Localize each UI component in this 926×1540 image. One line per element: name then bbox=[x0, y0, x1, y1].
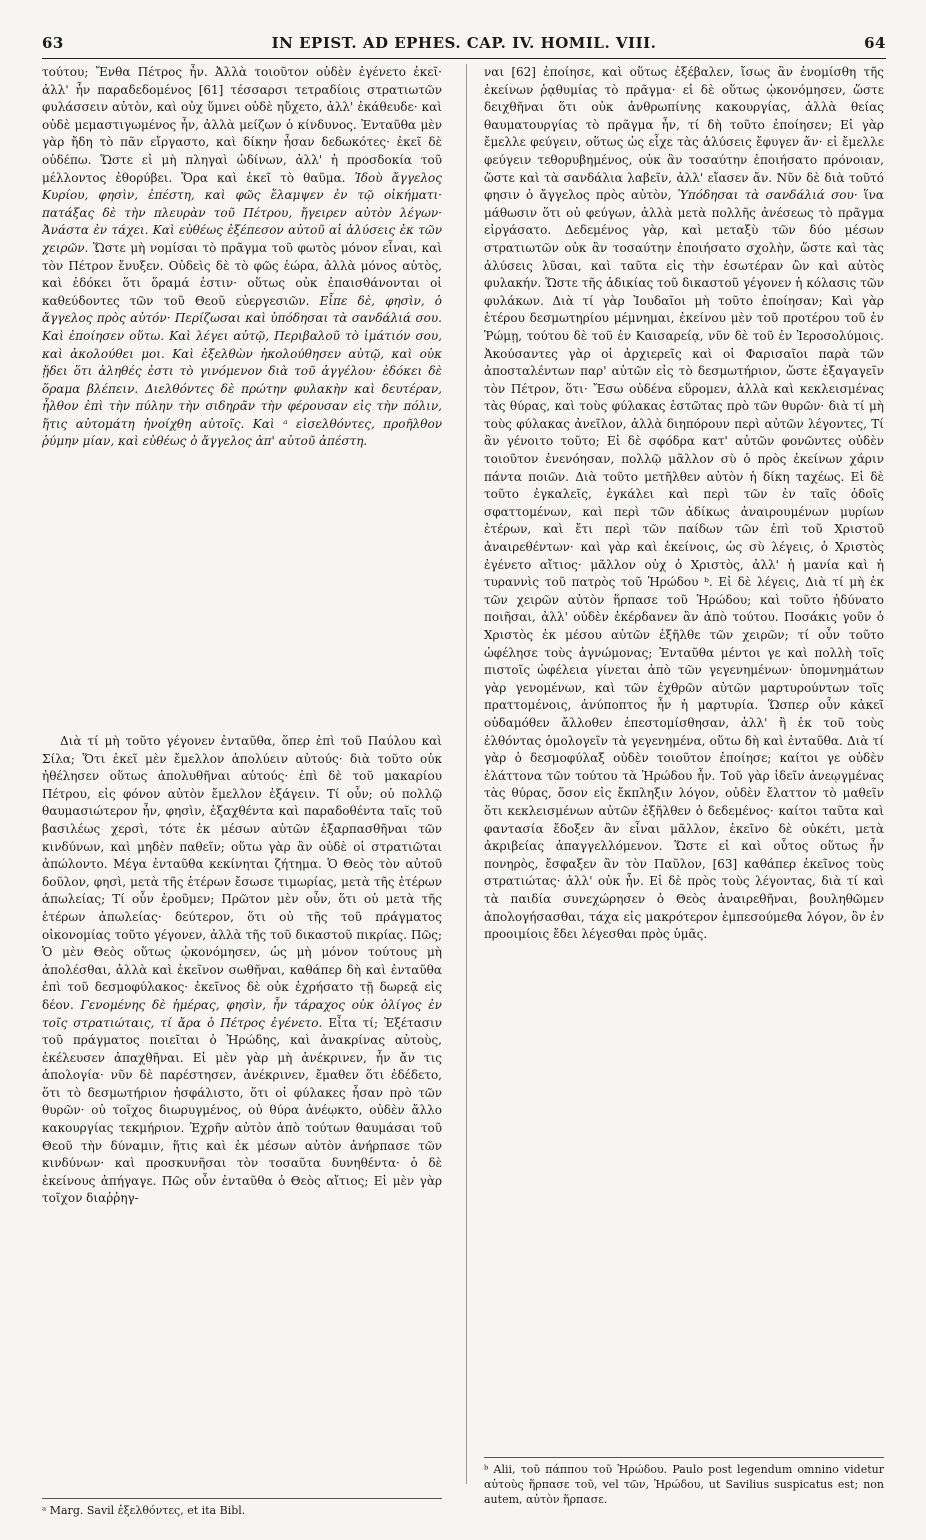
running-title: IN EPIST. AD EPHES. CAP. IV. HOMIL. VIII. bbox=[271, 34, 657, 52]
scripture-quote: Ἰδοὺ ἄγγελος Κυρίου, φησὶν, ἐπέστη, καὶ φῶς ἔλαμψεν ἐν τῷ οἰκήματι· πατάξας δὲ τὴν πλευρὰν τοῦ Πέτρου, ἤγειρεν αὐτὸν λέγων· Ἀνάστα ἐν τάχει. Καὶ εὐθέως ἐξέπεσον αὐτοῦ αἱ ἁλύσεις ἐκ τῶν χειρῶν. bbox=[42, 170, 442, 255]
footnote-b: ᵇ Alii, τοῦ πάππου τοῦ Ἡρώδου. Paulo post legendum omnino videtur αὐτοὺς ἥρπασε τοῦ, vel τῶν, Ἡρώδου, ut Savilius suspicatus est; non autem, αὐτὸν ἥρπασε. bbox=[484, 1457, 884, 1507]
column-divider bbox=[466, 64, 467, 1484]
scripture-quote: Εἶπε δὲ, φησὶν, ὁ ἄγγελος πρὸς αὐτόν· Περίζωσαι καὶ ὑπόδησαι τὰ σανδάλιά σου. Καὶ ἐποίησεν οὕτω. Καὶ λέγει αὐτῷ, Περιβαλοῦ τὸ ἱμάτιόν σου, καὶ ἀκολούθει μοι. Καὶ ἐξελθὼν ἠκολούθησεν αὐτῷ, καὶ οὐκ ᾔδει ὅτι ἀληθές ἐστι τὸ γινόμενον διὰ τοῦ ἀγγέλου· ἐδόκει δὲ ὅραμα βλέπειν. Διελθόντες δὲ πρώτην φυλακὴν καὶ δευτέραν, ἦλθον ἐπὶ τὴν πύλην τὴν σιδηρᾶν τὴν φέρουσαν εἰς τὴν πόλιν, ἥτις αὐτομάτη ἠνοίχθη αὐτοῖς. Καὶ ᵃ εἰσελθόντες, προῆλθον ῥύμην μίαν, καὶ εὐθέως ὁ ἄγγελος ἀπ' αὐτοῦ ἀπέστη. bbox=[42, 293, 442, 449]
left-column-top bbox=[42, 64, 442, 712]
scripture-quote: Ὑπόδησαι τὰ σανδάλιά σου· bbox=[677, 188, 858, 203]
running-header bbox=[42, 34, 886, 59]
left-column-bottom bbox=[42, 733, 442, 1465]
right-column bbox=[484, 64, 884, 1446]
paragraph: Διὰ τί μὴ τοῦτο γέγονεν ἐνταῦθα, ὅπερ ἐπὶ τοῦ Παύλου καὶ Σίλα; Ὅτι ἐκεῖ μὲν ἔμελλον ἀπολύειν αὐτούς· διὰ τοῦτο οὐκ ἠθέλησεν οὕτως ἀπολυθῆναι αὐτούς· ἐπὶ δὲ τοῦ μακαρίου Πέτρου, εἰς φόνον αὐτὸν ἔμελλον ἐξάγειν. Τί οὖν; οὐ πολλῷ θαυμασιώτερον ἦν, φησὶν, ἐξαχθέντα καὶ παραδοθέντα ταῖς τοῦ βασιλέως χερσὶ, τότε ἐκ μέσων αὐτῶν ἐξαρπασθῆναι τῶν κινδύνων, καὶ μηδὲν παθεῖν; οὕτω γὰρ ἂν οὐδὲ οἱ στρατιῶται ἀπώλοντο. Μέγα ἐνταῦθα κεκίνηται ζήτημα. Ὁ Θεὸς τὸν αὐτοῦ δοῦλον, φησὶ, μετὰ τῆς ἑτέρων ἔσωσε τιμωρίας, μετὰ τῆς ἑτέρων ἀπωλείας; Τί οὖν ἐροῦμεν; Πρῶτον μὲν οὖν, ὅτι οὐ μετὰ τῆς ἑτέρων ἀπωλείας· δεύτερον, ὅτι οὐ τῆς τοῦ πράγματος οἰκονομίας τοῦτο γέγονεν, ἀλλὰ τῆς τοῦ δικαστοῦ πικρίας. Πῶς; Ὁ μὲν Θεὸς οὕτως ᾠκονόμησεν, ὡς μὴ μόνον τούτους μὴ ἀπολέσθαι, ἀλλὰ καὶ ἐκεῖνον σωθῆναι, καθάπερ δὴ καὶ ἐνταῦθα ἐπὶ τοῦ δεσμοφύλακος· ἐκεῖνος δὲ οὐκ ἐχρήσατο τῇ δωρεᾷ εἰς δέον. bbox=[42, 734, 442, 1012]
scripture-quote: Γενομένης δὲ ἡμέρας, φησὶν, ἦν τάραχος οὐκ ὀλίγος ἐν τοῖς στρατιώταις, τί ἄρα ὁ Πέτρος ἐγένετο. bbox=[42, 997, 442, 1030]
paragraph: ἵνα μάθωσιν ὅτι οὐ φεύγων, ἀλλὰ μετὰ πολλῆς ἀνέσεως τὸ πρᾶγμα εἰργάσατο. Δεδεμένος γὰρ, καὶ μεταξὺ τῶν δύο μέσων στρατιωτῶν οὐκ ἂν τοσαύτην ἐποιήσατο σχολὴν, ὥστε καὶ τὰς ἁλύσεις λῦσαι, καὶ ταῦτα εἰς τὴν ἑσωτέραν ὢν καὶ αὐτὸς φυλακήν. Ὥστε τῆς ἀδικίας τοῦ δικαστοῦ γέγονεν ἡ κόλασις τῶν φυλάκων. Διὰ τί γὰρ Ἰουδαῖοι μὴ τοῦτο ἐποίησαν; Καὶ γὰρ ἑτέρου δεσμωτηρίου μέμνημαι, ἐκείνου μὲν τοῦ προτέρου τοῦ ἐν Ῥώμῃ, τούτου δὲ τοῦ ἐν Καισαρείᾳ, νῦν δὲ τοῦ ἐν Ἱεροσολύμοις. Ἀκούσαντες γὰρ οἱ ἀρχιερεῖς καὶ οἱ Φαρισαῖοι παρὰ τῶν ἀποσταλέντων παρ' αὐτῶν εἰς τὸ δεσμωτήριον, ὥστε ἐξαγαγεῖν τὸν Πέτρον, ὅτι· Ἔσω οὐδένα εὕρομεν, ἀλλὰ καὶ κεκλεισμένας τὰς θύρας, καὶ τοὺς φύλακας ἑστῶτας πρὸ τῶν θυρῶν· διὰ τί μὴ τοὺς φύλακας ἀνεῖλον, ἀλλὰ διηπόρουν περὶ αὐτῶν λέγοντες, Τί ἂν γένοιτο τοῦτο; Εἰ δὲ σφόδρα κατ' αὐτῶν φονῶντες οὐδὲν τοιοῦτον ἐνενόησαν, πολλῷ μᾶλλον σὺ ὁ πρὸς ἐκείνων χάριν πάντα ποιῶν. Διὰ τοῦτο μετῆλθεν αὐτὸν ἡ δίκη ταχέως. Εἰ δὲ τοῦτο ἐγκαλεῖς, ἐγκάλει καὶ περὶ τῶν ἐν ταῖς ὁδοῖς σφαττομένων, καὶ περὶ τῶν ἀδίκως ἀναιρουμένων μυρίων ἑτέρων, καὶ ἔτι περὶ τῶν παίδων τῶν ἐπὶ τοῦ Χριστοῦ ἀναιρεθέντων· καὶ γὰρ καὶ ἐκείνοις, ὡς σὺ λέγεις, ὁ Χριστὸς ἐγένετο αἴτιος· μᾶλλον οὐχ ὁ Χριστὸς, ἀλλ' ἡ μανία καὶ ἡ τυραννὶς τοῦ πατρὸς τοῦ Ἡρώδου ᵇ. Εἰ δὲ λέγεις, Διὰ τί μὴ ἐκ τῶν χειρῶν αὐτὸν ἥρπασε τοῦ Ἡρώδου; καὶ τοῦτο ἠδύνατο ποιῆσαι, ἀλλ' οὐδὲν ἐκέρδανεν ἂν ἀπὸ τούτου. Ποσάκις γοῦν ὁ Χριστὸς ἐκ μέσου αὐτῶν ἐξῆλθε τῶν χειρῶν; τί οὖν τοῦτο ὠφέλησε τοὺς ἀγνώμονας; Ἐνταῦθα μέντοι γε καὶ πολλὴ τοῖς πιστοῖς ὠφέλεια γίνεται ἀπὸ τῶν γεγενημένων· ὑπομνημάτων γὰρ γενομένων, καὶ τῶν ἐχθρῶν αὐτῶν μαρτυρούντων τοῖς πραττομένοις, ἀνύποπτος ἦν ἡ μαρτυρία. Ὥσπερ οὖν κἀκεῖ οὐδαμόθεν ἄλλοθεν ἐπεστομίσθησαν, ἀλλ' ἢ ἐκ τοῦ τοὺς ἐλθόντας ὁμολογεῖν τὰ γεγενημένα, οὕτω δὴ καὶ ἐνταῦθα. Διὰ τί γὰρ ὁ δεσμοφύλαξ οὐδὲν τοιοῦτον ἐποίησε; καίτοι γε οὐδὲν ἐλάττονα τῶν τούτου τὰ Ἡρώδου ἦν. Τοῦ γὰρ ἰδεῖν ἀνεῳγμένας τὰς θύρας, ὅσον εἰς ἔκπληξιν λόγον, οὐδὲν ἔλαττον τὸ μαθεῖν ὅτι κεκλεισμένων αὐτῶν ἐξῆλθεν ὁ δεδεμένος· καίτοι ταῦτα καὶ φαντασία ἔδοξεν ἂν εἶναι μᾶλλον, ἐκεῖνο δὲ οὐκέτι, μετὰ ἀκριβείας ἀπαγγελλόμενον. Ὥστε εἰ καὶ οὗτος οὕτως ἦν πονηρὸς, ἔσφαξεν ἂν τὸν Παῦλον, [63] καθάπερ ἐκεῖνος τοὺς στρατιώτας· ἀλλ' οὐκ ἦν. Εἰ δὲ πρὸς τοὺς λέγοντας, διὰ τί καὶ τὰ παιδία συνεχώρησεν ὁ Θεὸς ἀναιρεθῆναι, βουληθῶμεν ἀπολογήσασθαι, τάχα εἰς μακρότερον ἐμπεσούμεθα λόγον, ὃν ἐν προοιμίοις ἔδει λέγεσθαι πρὸς ὑμᾶς. bbox=[484, 188, 884, 942]
paragraph: Εἶτα τί; Ἐξέτασιν τοῦ πράγματος ποιεῖται ὁ Ἡρώδης, καὶ ἀνακρίνας αὐτοὺς, ἐκέλευσεν ἀπαχθῆναι. Εἰ μὲν γὰρ μὴ ἀνέκρινεν, ἦν ἄν τις ἀπολογία· νῦν δὲ παρέστησεν, ἀνέκρινεν, ἔμαθεν ὅτι ἐδέδετο, ὅτι τὸ δεσμωτήριον ἠσφάλιστο, ὅτι οἱ φύλακες ἦσαν πρὸ τῶν θυρῶν· οὐ τοῖχος διωρυγμένος, οὐ θύρα ἀνέῳκτο, οὐδὲν ἄλλο κακουργίας τεκμήριον. Ἐχρῆν αὐτὸν ἀπὸ τούτων θαυμάσαι τοῦ Θεοῦ τὴν δύναμιν, ἥτις καὶ ἐκ μέσων αὐτὸν ἀνήρπασε τῶν κινδύνων· καὶ προσκυνῆσαι τὸν τοσαῦτα δυνηθέντα· ὁ δὲ ἐκείνους ἀπήγαγε. Πῶς οὖν ἐνταῦθα ὁ Θεὸς αἴτιος; Εἰ μὲν γὰρ τοῖχον διαῤῥηγ- bbox=[42, 1015, 442, 1206]
footnote-a: ᵃ Marg. Savil ἐξελθόντες, et ita Bibl. bbox=[42, 1498, 442, 1518]
page-number-left: 63 bbox=[42, 34, 64, 52]
page-number-right: 64 bbox=[864, 34, 886, 52]
paragraph: ναι [62] ἐποίησε, καὶ οὕτως ἐξέβαλεν, ἴσως ἂν ἐνομίσθη τῆς ἐκείνων ῥᾳθυμίας τὸ πρᾶγμα· εἰ δὲ οὕτως ᾠκονόμησεν, ὥστε δειχθῆναι ὅτι οὐκ ἀνθρωπίνης κακουργίας, ἀλλὰ θείας θαυματουργίας τὸ πρᾶγμα ἦν, τί δὴ τοῦτο ἐποίησεν; Εἰ γὰρ ἔμελλε φεύγειν, οὕτως ὡς εἶχε τὰς ἁλύσεις ἔφυγεν ἄν· εἰ ἔμελλε φεύγειν τεθορυβημένος, οὐκ ἂν τοσαύτην ἐποιήσατο πρόνοιαν, ὥστε καὶ τὰ σανδάλια λαβεῖν, ἀλλ' εἴασεν ἄν. Νῦν δὲ διὰ τοῦτό φησιν ὁ ἄγγελος πρὸς αὐτὸν, bbox=[484, 65, 884, 203]
paragraph: τούτου; Ἔνθα Πέτρος ἦν. Ἀλλὰ τοιοῦτον οὐδὲν ἐγένετο ἐκεῖ· ἀλλ' ἦν παραδεδομένος [61] τέσσαρσι τετραδίοις στρατιωτῶν φυλάσσειν αὐτὸν, καὶ οὐχ ὕμνει οὐδὲ ηὔχετο, ἀλλ' ἐκάθευδε· καὶ οὐδὲ μεμαστιγωμένος ἦν, ἀλλὰ μείζων ὁ κίνδυνος. Ἐνταῦθα μὲν γὰρ ἤδη τὸ πᾶν εἴργαστο, καὶ δίκην ἦσαν δεδωκότες· ἐκεῖ δὲ οὐδέπω. Ὥστε εἰ μὴ πληγαὶ ὠδίνων, ἀλλ' ἡ προσδοκία τοῦ μέλλοντος ἐθορύβει. Ὅρα καὶ ἐκεῖ τὸ θαῦμα. bbox=[42, 65, 442, 185]
paragraph: Ὥστε μὴ νομίσαι τὸ πρᾶγμα τοῦ φωτὸς μόνον εἶναι, καὶ τὸν Πέτρον ἔνυξεν. Οὐδεὶς δὲ τὸ φῶς ἑώρα, ἀλλὰ μόνος αὐτὸς, καὶ ἐδόκει ὅτι ὅραμά ἐστιν· οὕτως οὐκ ἐπαισθάνονται οἱ καθεύδοντες τῶν τοῦ Θεοῦ εὐεργεσιῶν. bbox=[42, 240, 442, 308]
